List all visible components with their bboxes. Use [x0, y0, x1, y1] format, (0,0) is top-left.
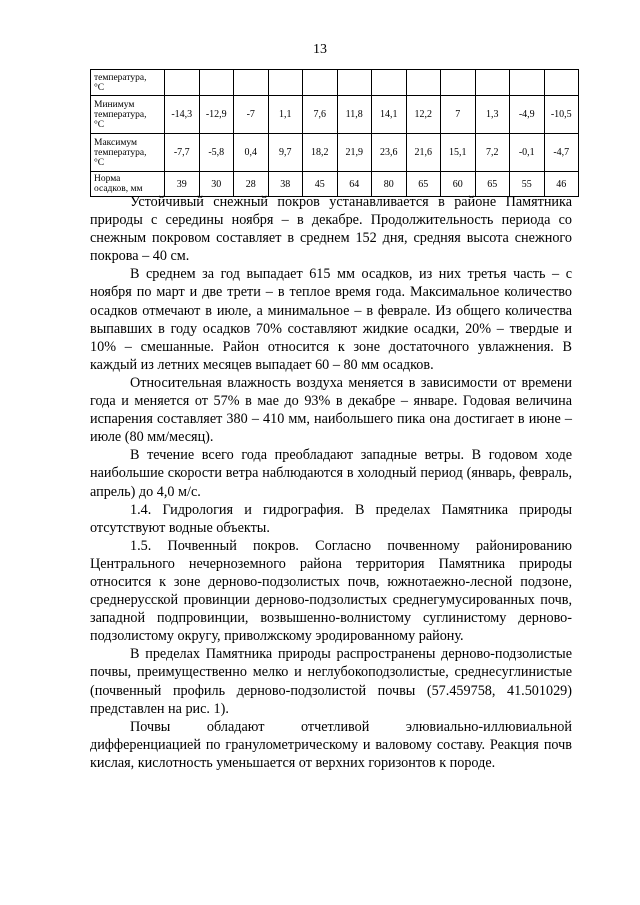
label-line: °С — [94, 82, 105, 93]
label-line: температура, — [94, 109, 147, 120]
label-line: °С — [94, 157, 105, 168]
label-line: Минимум — [94, 99, 135, 110]
label-line: Максимум — [94, 137, 137, 148]
row-label — [91, 96, 165, 134]
table-cell: 21,9 — [337, 134, 372, 172]
table-cell — [337, 70, 372, 96]
paragraph-soil-types: В пределах Памятника природы распространены дерново-подзолистые почвы, преимущественно мелко и неглубокоподзолистые, среднесуглинистые (почвенный профиль дерново-подзолистой почвы (57.459758, 41.501029) представлен на рис. 1). — [90, 646, 572, 717]
table-cell: 65 — [406, 172, 441, 197]
table-cell: 7,6 — [303, 96, 338, 134]
row-label — [91, 70, 165, 96]
paragraph-humidity: Относительная влажность воздуха меняется в зависимости от времени года и меняется от 57% в мае до 93% в декабре – январе. Годовая величина испарения составляет 380 – 410 мм, наибольшего пика она достигает в июне – июле (80 мм/месяц). — [90, 374, 572, 446]
paragraph-soil-properties: Почвы обладают отчетливой элювиально-иллювиальной дифференциацией по гранулометрическому и валовому составу. Реакция почв кислая, кислотность уменьшается от верхних горизонтов к породе. — [90, 718, 572, 771]
table-cell: 38 — [268, 172, 303, 197]
label-line: осадков, мм — [94, 184, 143, 194]
label-line: температура, — [94, 72, 147, 83]
table-cell: -7,7 — [165, 134, 200, 172]
table-cell: 55 — [510, 172, 545, 197]
table-cell — [510, 70, 545, 96]
table-cell: 39 — [165, 172, 200, 197]
table-cell: 65 — [475, 172, 510, 197]
table-cell: 60 — [441, 172, 476, 197]
table-cell: -14,3 — [165, 96, 200, 134]
table-row-min-temperature — [91, 96, 579, 134]
label-line: температура, — [94, 147, 147, 158]
table-cell: 1,3 — [475, 96, 510, 134]
table-cell: -12,9 — [199, 96, 234, 134]
table-cell — [475, 70, 510, 96]
table-cell — [165, 70, 200, 96]
table-cell: 1,1 — [268, 96, 303, 134]
table-cell: -5,8 — [199, 134, 234, 172]
table-cell: 12,2 — [406, 96, 441, 134]
table-cell — [372, 70, 407, 96]
table-cell: 45 — [303, 172, 338, 197]
label-line: °С — [94, 119, 105, 130]
table-cell: 9,7 — [268, 134, 303, 172]
table-cell: 0,4 — [234, 134, 269, 172]
table-cell: 18,2 — [303, 134, 338, 172]
table-cell: 21,6 — [406, 134, 441, 172]
table-cell: 14,1 — [372, 96, 407, 134]
table-cell: 30 — [199, 172, 234, 197]
table-cell — [199, 70, 234, 96]
table-cell: 64 — [337, 172, 372, 197]
table-cell: 7,2 — [475, 134, 510, 172]
paragraph-snow-cover: Устойчивый снежный покров устанавливается в районе Памятника природы с середины ноября – в декабре. Продолжительность периода со снежным покровом составляет в среднем 152 дня, средняя высота снежного покрова – 40 см. — [90, 194, 572, 265]
label-line: Норма — [94, 174, 121, 184]
table-cell: 80 — [372, 172, 407, 197]
table-cell: 28 — [234, 172, 269, 197]
table-cell: 46 — [544, 172, 579, 197]
table-cell — [406, 70, 441, 96]
table-cell: -0,1 — [510, 134, 545, 172]
climate-table — [90, 69, 579, 197]
table-cell: 11,8 — [337, 96, 372, 134]
table-cell: 7 — [441, 96, 476, 134]
table-cell — [544, 70, 579, 96]
table-cell — [303, 70, 338, 96]
paragraph-wind: В течение всего года преобладают западные ветры. В годовом ходе наибольшие скорости ветра наблюдаются в холодный период (январь, февраль, апрель) до 4,0 м/с. — [90, 447, 572, 500]
table-cell: -10,5 — [544, 96, 579, 134]
table-row-temperature — [91, 70, 579, 96]
table-cell — [234, 70, 269, 96]
paragraph-soil-cover: 1.5. Почвенный покров. Согласно почвенному районированию Центрального нечерноземного района территория Памятника природы относится к зоне дерново-подзолистых почв, южнотаежно-лесной подзоне, среднерусской провинции дерново-подзолистых среднегумусированных почв, западной подпровинции, возвышенно-волнистому суглинистому дерново-подзолистому округу, приволжскому эродированному району. — [90, 537, 572, 645]
table-cell: 23,6 — [372, 134, 407, 172]
table-cell — [441, 70, 476, 96]
paragraph-hydrology: 1.4. Гидрология и гидрография. В пределах Памятника природы отсутствуют водные объекты. — [90, 501, 572, 536]
paragraph-precipitation: В среднем за год выпадает 615 мм осадков, из них третья часть – с ноября по март и две трети – в теплое время года. Максимальное количество осадков отмечают в июле, а минимальное – в феврале. Из общего количества выпавших в году осадков 70% составляют жидкие осадки, 20% – твердые и 10% – смешанные. Район относится к зоне достаточного увлажнения. В каждый из летних месяцев выпадает 60 – 80 мм осадков. — [90, 266, 572, 373]
table-cell: -7 — [234, 96, 269, 134]
row-label — [91, 134, 165, 172]
table-cell: -4,7 — [544, 134, 579, 172]
table-row-max-temperature — [91, 134, 579, 172]
page-number: 13 — [313, 42, 327, 57]
table-cell: 15,1 — [441, 134, 476, 172]
table-cell: -4,9 — [510, 96, 545, 134]
body-text — [90, 193, 572, 772]
table-cell — [268, 70, 303, 96]
